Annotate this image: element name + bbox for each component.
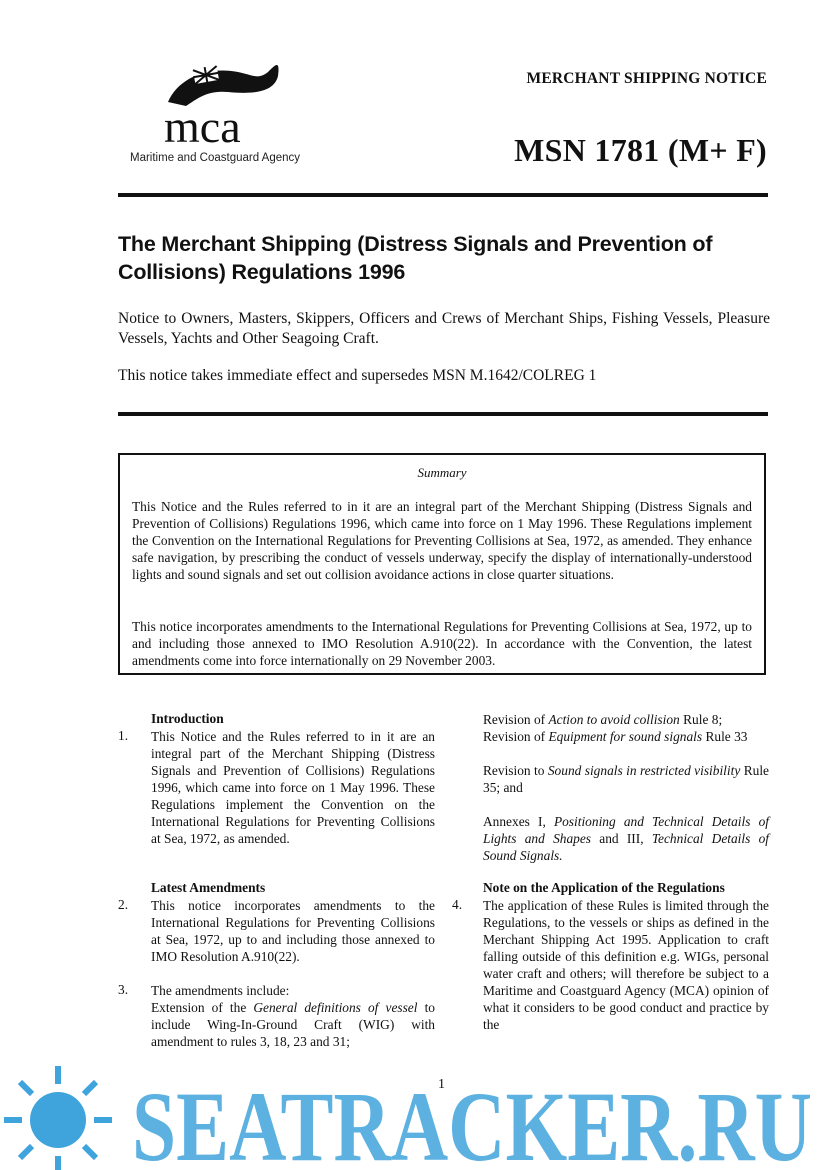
italic-run: General definitions of vessel — [253, 1000, 418, 1015]
italic-run: Technical Details of Sound Signals. — [483, 831, 769, 863]
summary-paragraph-1: This Notice and the Rules referred to in it are an integral part of the Merchant Shipping (Distress Signals and Prevention of Collisions) Regulations 1996, which came into force on 1 May 1996. These Regulations implement the Convention on the International Regulations for Preventing Collisions at Sea, 1972, as amended. They enhance safe navigation, by prescribing the conduct of vessels underway, specify the display of internationally-understood lights and sound signals and set out collision avoidance actions in close quarter situations. — [132, 499, 752, 582]
text-run: Extension of the — [151, 1000, 254, 1015]
amendment-item-rule8 — [483, 711, 769, 728]
watermark-text: SEATRACKER.RU — [132, 1071, 812, 1170]
italic-run: Sound signals in restricted visibility — [547, 763, 741, 778]
page-title: The Merchant Shipping (Distress Signals and Prevention of Collisions) Regulations 1996 — [118, 232, 713, 284]
text-run: and III, — [591, 831, 652, 846]
title-divider — [118, 412, 768, 416]
logo-wave — [168, 65, 279, 106]
italic-run: Equipment for sound signals — [548, 729, 703, 744]
agency-name: Maritime and Coastguard Agency — [130, 152, 301, 164]
text-run: Revision to — [483, 763, 548, 778]
msn-number: MSN 1781 (M+ F) — [514, 132, 767, 168]
text-run: Annexes I, — [483, 814, 554, 829]
introduction-heading: Introduction — [151, 711, 224, 726]
application-note-heading: Note on the Application of the Regulations — [483, 880, 725, 895]
amendment-item-wig — [151, 999, 435, 1050]
paragraph-3-intro: The amendments include: — [151, 983, 290, 998]
italic-run: Action to avoid collision — [548, 712, 680, 727]
amendment-item-rule35 — [483, 762, 769, 796]
paragraph-number: 1. — [118, 728, 129, 743]
watermark — [0, 1062, 827, 1170]
page-number: 1 — [438, 1077, 445, 1092]
latest-amendments-heading: Latest Amendments — [151, 880, 266, 895]
amendment-item-annexes — [483, 813, 769, 864]
paragraph-2: This notice incorporates amendments to the International Regulations for Preventing Collisions at Sea, 1972, up to and including those annexed to IMO Resolution A.910(22). — [151, 898, 435, 964]
notice-type: MERCHANT SHIPPING NOTICE — [526, 70, 767, 87]
supersedes-notice: This notice takes immediate effect and supersedes MSN M.1642/COLREG 1 — [118, 367, 597, 384]
paragraph-1: This Notice and the Rules referred to in it are an integral part of the Merchant Shipping (Distress Signals and Prevention of Collisions) Regulations 1996, which came into force on 1 May 1996. These Regulations implement the Convention on the International Regulations for Preventing Collisions at Sea, 1972, as amended. — [151, 729, 435, 846]
paragraph-number: 3. — [118, 982, 129, 997]
text-run: Revision of — [483, 729, 549, 744]
summary-box — [118, 453, 766, 675]
summary-heading: Summary — [417, 465, 467, 480]
text-run: Rule 33 — [702, 729, 748, 744]
amendment-item-rule33 — [483, 728, 769, 745]
paragraph-number: 2. — [118, 897, 129, 912]
text-run: Rule 8; — [679, 712, 723, 727]
audience-notice: Notice to Owners, Masters, Skippers, Officers and Crews of Merchant Ships, Fishing Vessels, Pleasure Vessels, Yachts and Other Seagoing Craft. — [118, 310, 770, 347]
text-run: to include Wing-In-Ground Craft (WIG) with amendment to rules 3, 18, 23 and 31; — [151, 1000, 435, 1049]
text-run: Revision of — [483, 712, 549, 727]
paragraph-4: The application of these Rules is limited through the Regulations, to the vessels or ships as defined in the Merchant Shipping Act 1995. Application to craft falling outside of this definition e.g. WIGs, personal water craft and others; will therefore be subject to a Maritime and Coastguard Agency (MCA) opinion of what it considers to be good conduct and practice by the — [483, 898, 769, 1032]
text-run: Rule 35; and — [483, 763, 769, 795]
sun-icon — [4, 1066, 112, 1170]
logo-wordmark: mca — [164, 101, 241, 152]
summary-paragraph-2: This notice incorporates amendments to the International Regulations for Preventing Collisions at Sea, 1972, up to and including those annexed to IMO Resolution A.910(22). In accordance with the Convention, the latest amendments come into force internationally on 29 November 2003. — [132, 619, 752, 668]
italic-run: Positioning and Technical Details of Lights and Shapes — [483, 814, 769, 846]
header-divider — [118, 193, 768, 197]
paragraph-number: 4. — [452, 897, 463, 912]
